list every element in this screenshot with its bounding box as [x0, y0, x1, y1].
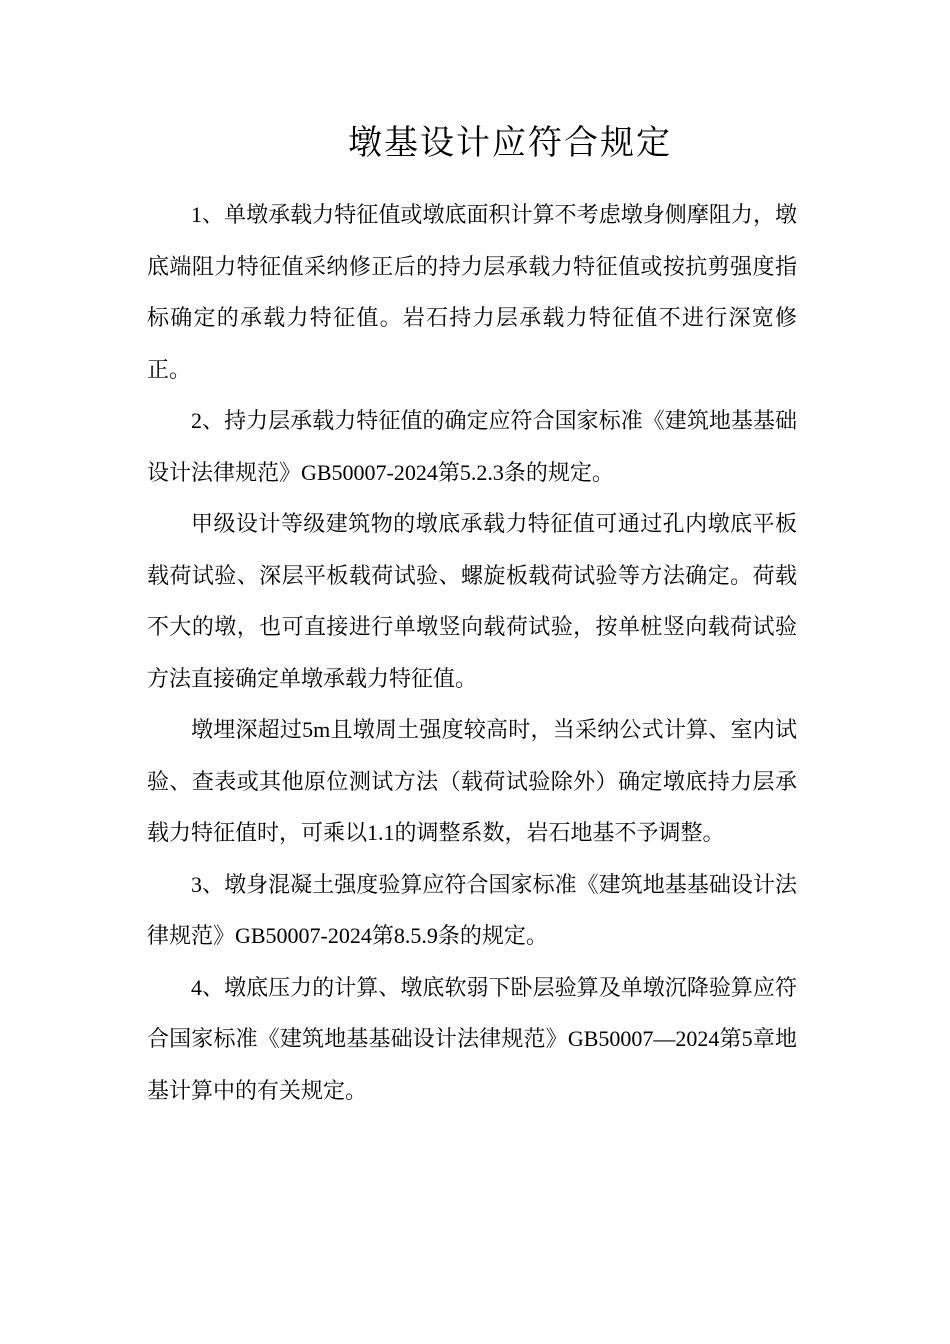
document-title: 墩基设计应符合规定 [348, 125, 672, 162]
paragraph-2: 2、持力层承载力特征值的确定应符合国家标准《建筑地基基础设计法律规范》GB50007-2024第5.2.3条的规定。 [147, 408, 797, 485]
paragraph-5: 3、墩身混凝土强度验算应符合国家标准《建筑地基基础设计法律规范》GB50007-2024第8.5.9条的规定。 [147, 871, 797, 948]
paragraph-4: 墩埋深超过5m且墩周土强度较高时，当采纳公式计算、室内试验、查表或其他原位测试方法（载荷试验除外）确定墩底持力层承载力特征值时，可乘以1.1的调整系数，岩石地基不予调整。 [147, 717, 797, 845]
document-body [147, 189, 797, 1116]
paragraph-3: 甲级设计等级建筑物的墩底承载力特征值可通过孔内墩底平板载荷试验、深层平板载荷试验、螺旋板载荷试验等方法确定。荷载不大的墩，也可直接进行单墩竖向载荷试验，按单桩竖向载荷试验方法直接确定单墩承载力特征值。 [147, 511, 797, 691]
paragraph-6: 4、墩底压力的计算、墩底软弱下卧层验算及单墩沉降验算应符合国家标准《建筑地基基础设计法律规范》GB50007—2024第5章地基计算中的有关规定。 [147, 974, 797, 1103]
paragraph-1: 1、单墩承载力特征值或墩底面积计算不考虑墩身侧摩阻力，墩底端阻力特征值采纳修正后的持力层承载力特征值或按抗剪强度指标确定的承载力特征值。岩石持力层承载力特征值不进行深宽修正。 [147, 202, 797, 382]
